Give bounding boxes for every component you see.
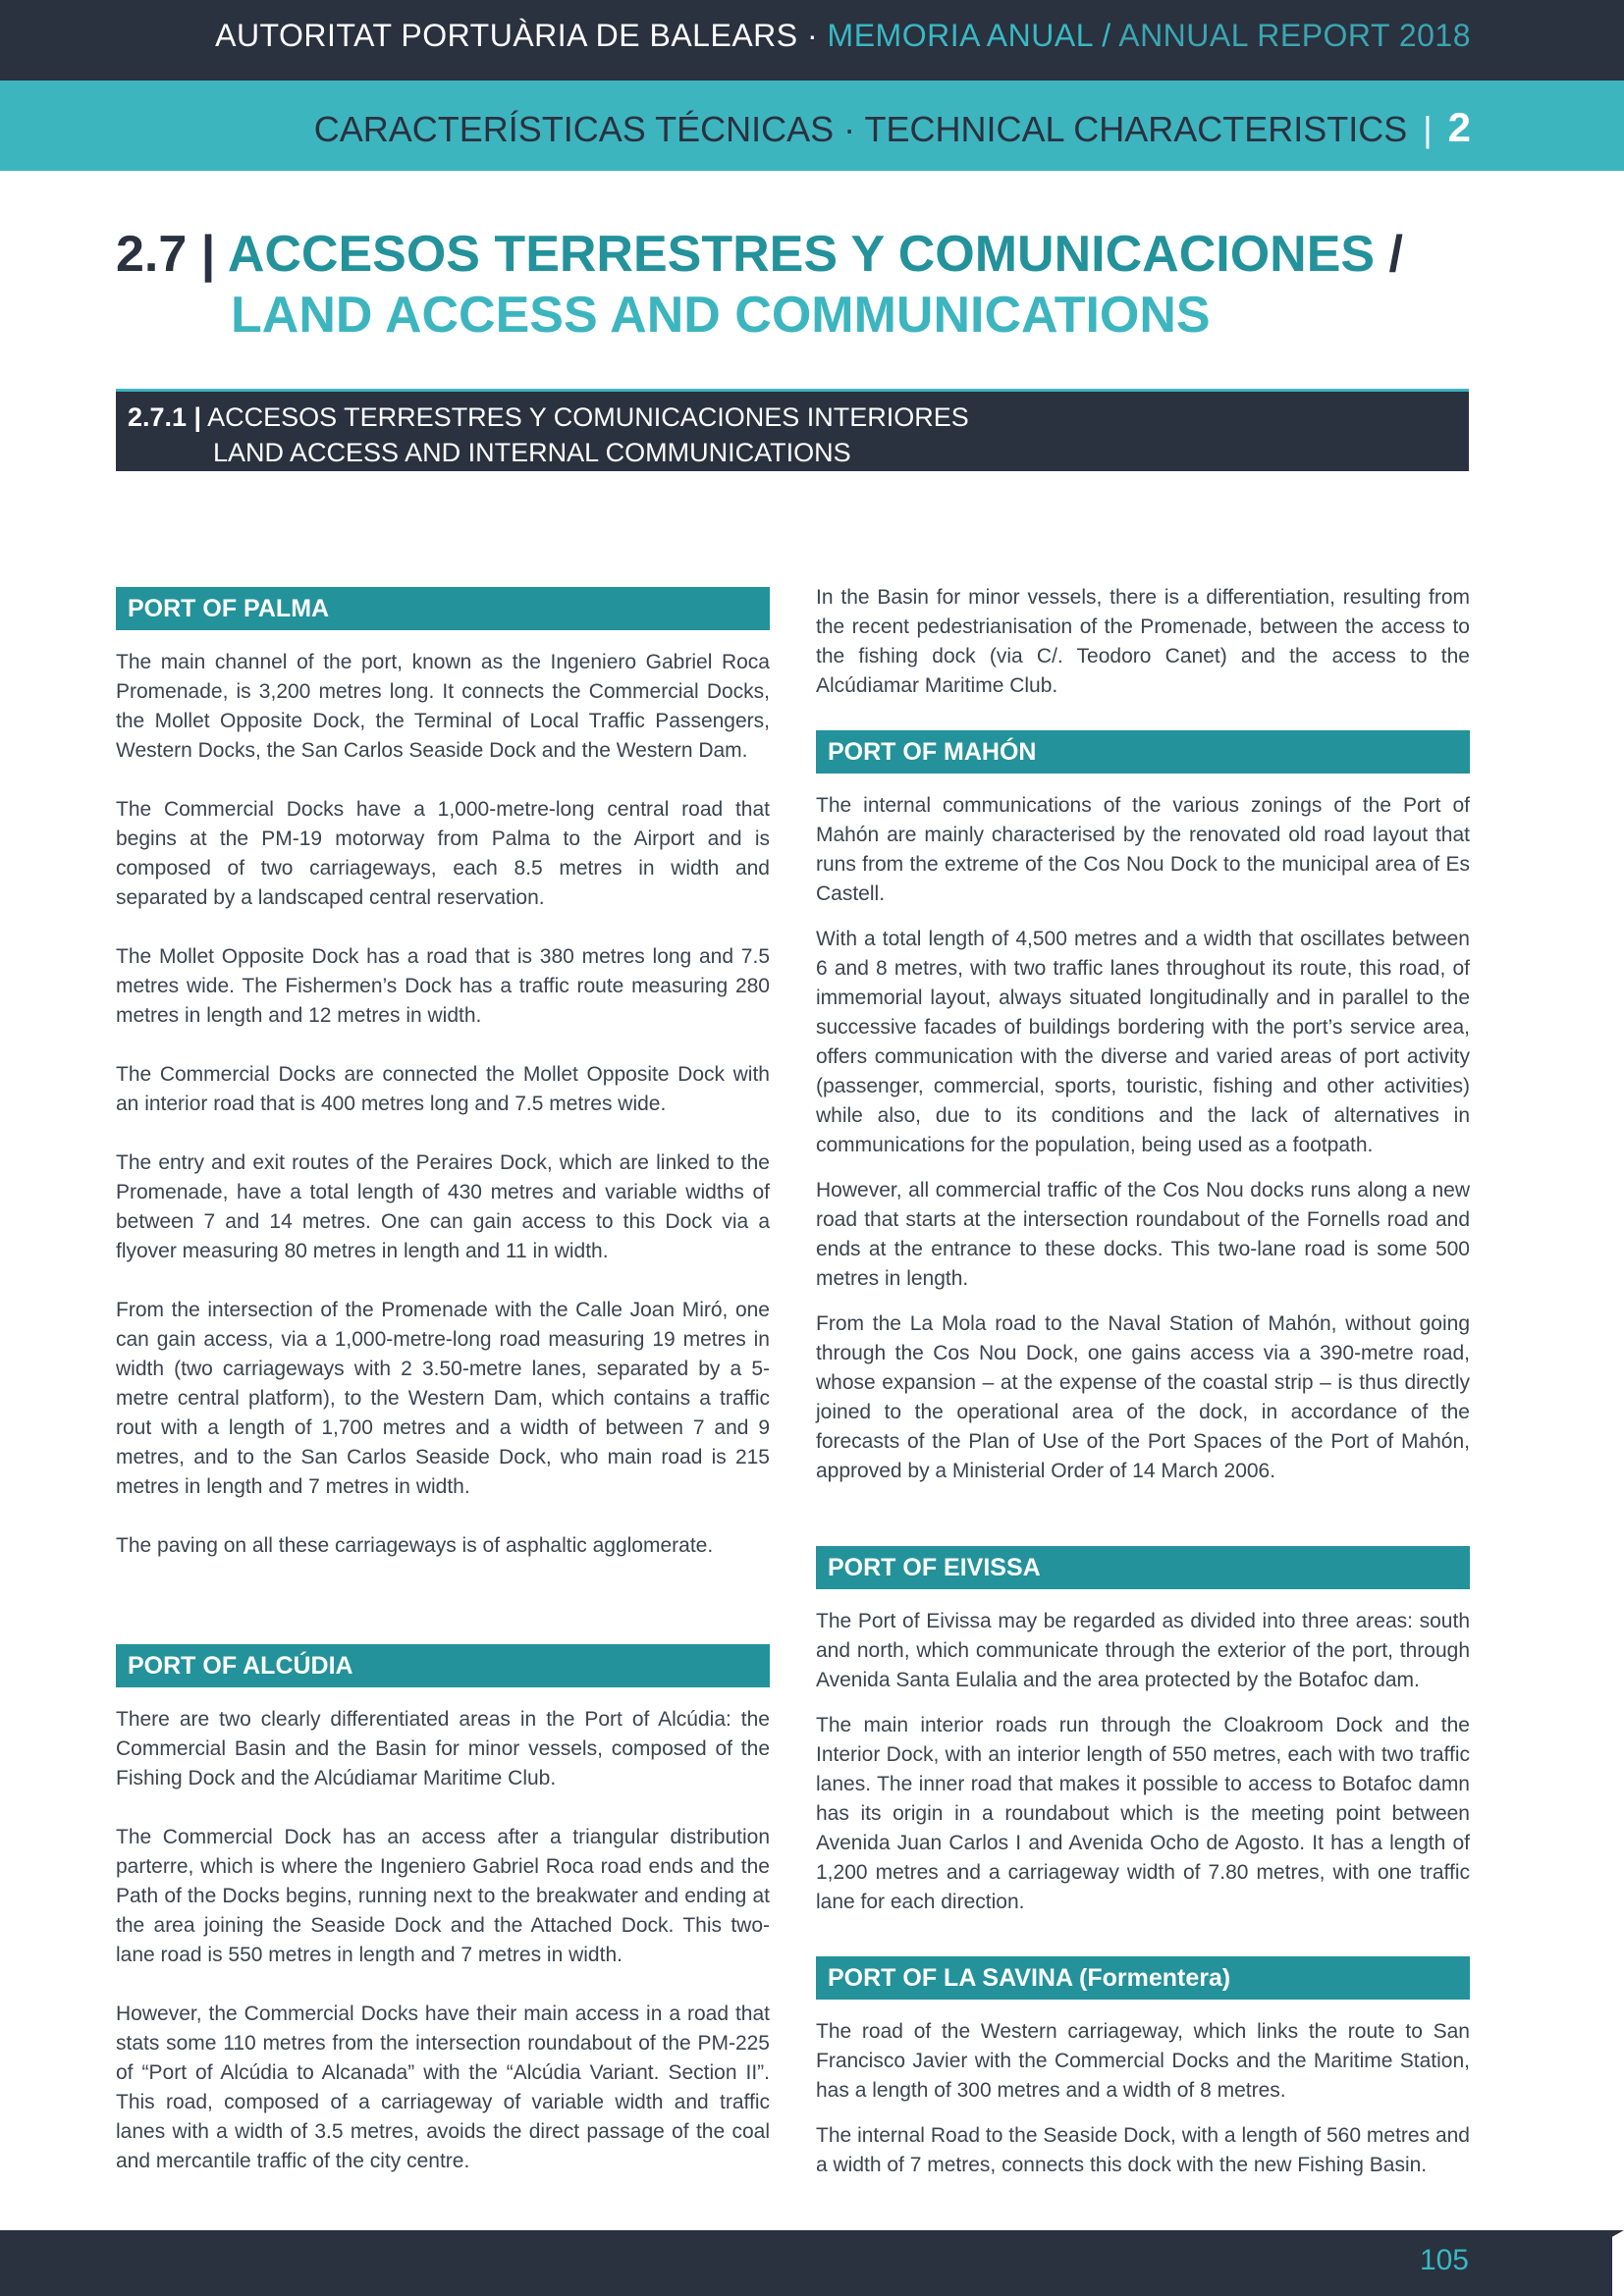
chapter-title-es: ACCESOS TERRESTRES Y COMUNICACIONES bbox=[227, 226, 1376, 283]
port-of-eivissa-heading: PORT OF EIVISSA bbox=[816, 1546, 1470, 1589]
mahon-paragraph: The internal communications of the various zonings of the Port of Mahón are mainly characterised by the renovated old road layout that runs from the extreme of the Cos Nou Dock to the municipal area of Es Castell. bbox=[816, 794, 1470, 905]
port-of-alcudia-heading: PORT OF ALCÚDIA bbox=[116, 1644, 770, 1687]
organization-name: AUTORITAT PORTUÀRIA DE BALEARS · bbox=[215, 18, 819, 53]
port-of-la-savina-section bbox=[816, 1956, 1470, 2180]
port-of-palma-heading: PORT OF PALMA bbox=[116, 587, 770, 630]
savina-paragraph: The road of the Western carriageway, which links the route to San Francisco Javier with the Commercial Docks and the Maritime Station, has a length of 300 metres and a width of 8 metres. bbox=[816, 2020, 1470, 2102]
port-of-mahon-section bbox=[816, 730, 1470, 1486]
alcudia-paragraph: The Commercial Dock has an access after a triangular distribution parterre, which is where the Ingeniero Gabriel Roca road ends and the Path of the Docks begins, running next to the breakwater and ending at the area joining the Seaside Dock and the Attached Dock. This two-lane road is 550 metres in length and 7 metres in width. bbox=[116, 1826, 770, 1966]
palma-paragraph: The main channel of the port, known as the Ingeniero Gabriel Roca Promenade, is 3,200 metres long. It connects the Commercial Docks, the Mollet Opposite Dock, the Terminal of Local Traffic Passengers, Western Docks, the San Carlos Seaside Dock and the Western Dam. bbox=[116, 651, 770, 762]
subsection-title-en: LAND ACCESS AND INTERNAL COMMUNICATIONS bbox=[213, 438, 851, 467]
chapter-number: 2.7 | bbox=[116, 226, 216, 283]
mahon-paragraph: With a total length of 4,500 metres and a width that oscillates between 6 and 8 metres, with two traffic lanes throughout its route, this road, of immemorial layout, always situated longitudinally and in parallel to the successive facades of buildings bordering with the port’s service area, offers communication with the diverse and varied areas of port activity (passenger, commercial, sports, touristic, fishing and other activities) while also, due to its conditions and the lack of alternatives in communications for the population, being used as a footpath. bbox=[816, 928, 1470, 1156]
palma-paragraph: The Commercial Docks are connected the Mollet Opposite Dock with an interior road that is 400 metres long and 7.5 metres wide. bbox=[116, 1063, 770, 1115]
footer-stripe-decoration bbox=[1498, 2230, 1612, 2296]
section-bar bbox=[0, 80, 1624, 171]
subsection-number: 2.7.1 | bbox=[128, 402, 202, 432]
port-of-palma-section bbox=[116, 587, 770, 1561]
subsection-title-es: ACCESOS TERRESTRES Y COMUNICACIONES INTERIORES bbox=[207, 402, 969, 432]
section-separator: | bbox=[1423, 109, 1433, 149]
palma-paragraph: From the intersection of the Promenade with the Calle Joan Miró, one can gain access, via a 1,000-metre-long road measuring 19 metres in width (two carriageways with 2 3.50-metre lanes, separated by a 5-metre central platform), to the Western Dam, which contains a traffic rout with a length of 1,700 metres and a width of between 7 and 9 metres, and to the San Carlos Seaside Dock, who main road is 215 metres in length and 7 metres in width. bbox=[116, 1299, 770, 1498]
page-number: 105 bbox=[1419, 2244, 1469, 2276]
palma-paragraph: The Commercial Docks have a 1,000-metre-long central road that begins at the PM-19 motorway from Palma to the Airport and is composed of two carriageways, each 8.5 metres in width and separated by a landscaped central reservation. bbox=[116, 798, 770, 909]
chapter-heading bbox=[116, 224, 1403, 346]
palma-paragraph: The entry and exit routes of the Peraires Dock, which are linked to the Promenade, have a total length of 430 metres and variable widths of between 7 and 14 metres. One can gain access to this Dock via a flyover measuring 80 metres in length and 11 in width. bbox=[116, 1151, 770, 1262]
chapter-title-en: LAND ACCESS AND COMMUNICATIONS bbox=[231, 287, 1211, 344]
palma-paragraph: The paving on all these carriageways is of asphaltic agglomerate. bbox=[116, 1534, 714, 1557]
section-title-es: CARACTERÍSTICAS TÉCNICAS · bbox=[313, 109, 856, 149]
eivissa-paragraph: The main interior roads run through the Cloakroom Dock and the Interior Dock, with an interior length of 550 metres, each with two traffic lanes. The inner road that makes it possible to access to Botafoc damn has its origin in a roundabout which is the meeting point between Avenida Juan Carlos I and Avenida Ocho de Agosto. It has a length of 1,200 metres and a carriageway width of 7.80 metres, with one traffic lane for each direction. bbox=[816, 1714, 1470, 1913]
alcudia-paragraph: There are two clearly differentiated areas in the Port of Alcúdia: the Commercial Basin and the Basin for minor vessels, composed of the Fishing Dock and the Alcúdiamar Maritime Club. bbox=[116, 1708, 770, 1789]
subsection-heading bbox=[116, 389, 1469, 471]
alcudia-continuation bbox=[816, 583, 1470, 701]
chapter-title-slash: / bbox=[1388, 226, 1403, 283]
port-of-la-savina-heading: PORT OF LA SAVINA (Formentera) bbox=[816, 1956, 1470, 2000]
section-title bbox=[314, 104, 1471, 151]
report-title-en: ANNUAL REPORT 2018 bbox=[1118, 18, 1471, 53]
port-of-mahon-heading: PORT OF MAHÓN bbox=[816, 730, 1470, 774]
palma-paragraph: The Mollet Opposite Dock has a road that is 380 metres long and 7.5 metres wide. The Fishermen’s Dock has a traffic route measuring 280 metres in length and 12 metres in width. bbox=[116, 945, 770, 1027]
eivissa-paragraph: The Port of Eivissa may be regarded as divided into three areas: south and north, which communicate through the exterior of the port, through Avenida Santa Eulalia and the area protected by the Botafoc dam. bbox=[816, 1610, 1470, 1691]
alcudia-paragraph: However, the Commercial Docks have their main access in a road that stats some 110 metres from the intersection roundabout of the PM-225 of “Port of Alcúdia to Alcanada” with the “Alcúdia Variant. Section II”. This road, composed of a carriageway of variable width and traffic lanes with a width of 3.5 metres, avoids the direct passage of the coal and mercantile traffic of the city centre. bbox=[116, 2002, 770, 2172]
report-header bbox=[215, 18, 1471, 54]
port-of-eivissa-section bbox=[816, 1546, 1470, 1917]
mahon-paragraph: However, all commercial traffic of the Cos Nou docks runs along a new road that starts at the intersection roundabout of the Fornells road and ends at the entrance to these docks. This two-lane road is some 500 metres in length. bbox=[816, 1179, 1470, 1290]
report-header-bar bbox=[0, 0, 1624, 80]
section-number: 2 bbox=[1447, 104, 1471, 150]
page-footer bbox=[0, 2230, 1624, 2296]
section-title-en: TECHNICAL CHARACTERISTICS bbox=[864, 109, 1408, 149]
savina-paragraph: The internal Road to the Seaside Dock, with a length of 560 metres and a width of 7 metres, connects this dock with the new Fishing Basin. bbox=[816, 2124, 1470, 2176]
mahon-paragraph: From the La Mola road to the Naval Station of Mahón, without going through the Cos Nou Dock, one gains access via a 390-metre road, whose expansion – at the expense of the coastal strip – is thus directly joined to the operational area of the dock, in accordance of the forecasts of the Plan of Use of the Port Spaces of the Port of Mahón, approved by a Ministerial Order of 14 March 2006. bbox=[816, 1312, 1470, 1482]
port-of-alcudia-section bbox=[116, 1644, 770, 2176]
alcudia-continuation-paragraph: In the Basin for minor vessels, there is a differentiation, resulting from the recent pedestrianisation of the Promenade, between the access to the fishing dock (via C/. Teodoro Canet) and the access to the Alcúdiamar Maritime Club. bbox=[816, 586, 1470, 697]
report-title-es: MEMORIA ANUAL / bbox=[827, 18, 1111, 53]
